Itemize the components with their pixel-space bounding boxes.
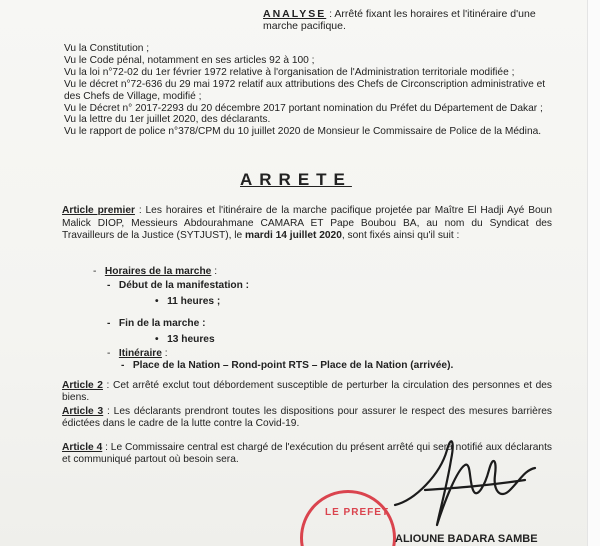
article-2-label: Article 2 bbox=[62, 380, 103, 391]
article-premier-text-b: , sont fixés ainsi qu'il suit : bbox=[341, 230, 460, 242]
article-3-label: Article 3 bbox=[62, 406, 104, 417]
debut-label: Début de la manifestation : bbox=[118, 280, 250, 291]
horaires-label: Horaires de la marche bbox=[104, 266, 212, 277]
visa-decret-2017: Vu le Décret n° 2017-2293 du 20 décembre 2017 portant nomination du Préfet du Département de Dakar ; bbox=[64, 102, 543, 114]
itineraire-value: Place de la Nation – Rond-point RTS – Place de la Nation (arrivée). bbox=[132, 360, 454, 371]
debut-row: - Début de la manifestation : bbox=[107, 280, 250, 291]
article-3-text: : Les déclarants prendront toutes les dispositions pour assurer le respect des mesures barrières édictées dans le cadre de la lutte contre la Covid-19. bbox=[62, 406, 552, 430]
visas-list bbox=[64, 43, 554, 138]
horaires-row: - Horaires de la marche : bbox=[93, 266, 218, 277]
article-2 bbox=[62, 380, 552, 405]
analyse-text: : Arrêté fixant les horaires et l'itinéraire d'une marche pacifique. bbox=[263, 8, 536, 32]
itineraire-value-row: - Place de la Nation – Rond-point RTS – Place de la Nation (arrivée). bbox=[121, 360, 454, 371]
handwritten-signature bbox=[385, 430, 545, 540]
article-premier-label: Article premier bbox=[62, 205, 135, 216]
itineraire-label: Itinéraire bbox=[118, 348, 162, 359]
article-3 bbox=[62, 406, 552, 431]
visa-code-penal: Vu le Code pénal, notamment en ses articles 92 à 100 ; bbox=[64, 54, 315, 66]
debut-value-row: • 11 heures ; bbox=[155, 296, 221, 307]
article-4-label: Article 4 bbox=[62, 442, 103, 453]
arrete-title: ARRETE bbox=[240, 170, 352, 189]
visa-constitution: Vu la Constitution ; bbox=[64, 43, 150, 54]
article-premier-text-a: : Les horaires et l'itinéraire de la marche pacifique projetée par Maître El Hadji Ayé Boun Malick DIOP, Messieurs Abdourahmane CAMARA ET Pape Boubou BA, au nom du Syndicat des Travailleurs de la Justice (SYTJUST), le bbox=[62, 205, 552, 242]
fin-label: Fin de la marche : bbox=[118, 318, 206, 329]
stamp-text: LE PREFET bbox=[325, 507, 390, 518]
analyse-header bbox=[263, 8, 563, 32]
article-premier bbox=[62, 205, 552, 243]
article-2-text: : Cet arrêté exclut tout débordement susceptible de perturber la circulation des personnes et des biens. bbox=[62, 380, 553, 404]
visa-loi: Vu la loi n°72-02 du 1er février 1972 relative à l'organisation de l'Administration territoriale modifiée ; bbox=[64, 66, 515, 78]
visa-lettre: Vu la lettre du 1er juillet 2020, des déclarants. bbox=[64, 114, 271, 126]
debut-value: 11 heures ; bbox=[167, 296, 221, 307]
itineraire-row: - Itinéraire : bbox=[107, 348, 168, 359]
analyse-label: ANALYSE bbox=[263, 8, 327, 20]
page-edge bbox=[587, 0, 600, 546]
article-4-text: : Le Commissaire central est chargé de l'exécution du présent arrêté qui sera notifié aux déclarants et communiqué partout où besoin sera. bbox=[62, 442, 552, 466]
article-premier-date: mardi 14 juillet 2020 bbox=[245, 230, 342, 242]
prefect-stamp bbox=[300, 490, 396, 546]
signer-name: ALIOUNE BADARA SAMBE bbox=[395, 533, 538, 545]
fin-row: - Fin de la marche : bbox=[107, 318, 206, 329]
fin-value: 13 heures bbox=[167, 334, 215, 345]
bullet-dash: - bbox=[93, 266, 105, 277]
visa-decret-1972: Vu le décret n°72-636 du 29 mai 1972 relatif aux attributions des Chefs de Circonscription administrative et des Chefs de Village, modifié ; bbox=[64, 78, 546, 102]
fin-value-row: • 13 heures bbox=[155, 334, 215, 345]
visa-rapport: Vu le rapport de police n°378/CPM du 10 juillet 2020 de Monsieur le Commissaire de Police de la Médina. bbox=[64, 126, 542, 138]
